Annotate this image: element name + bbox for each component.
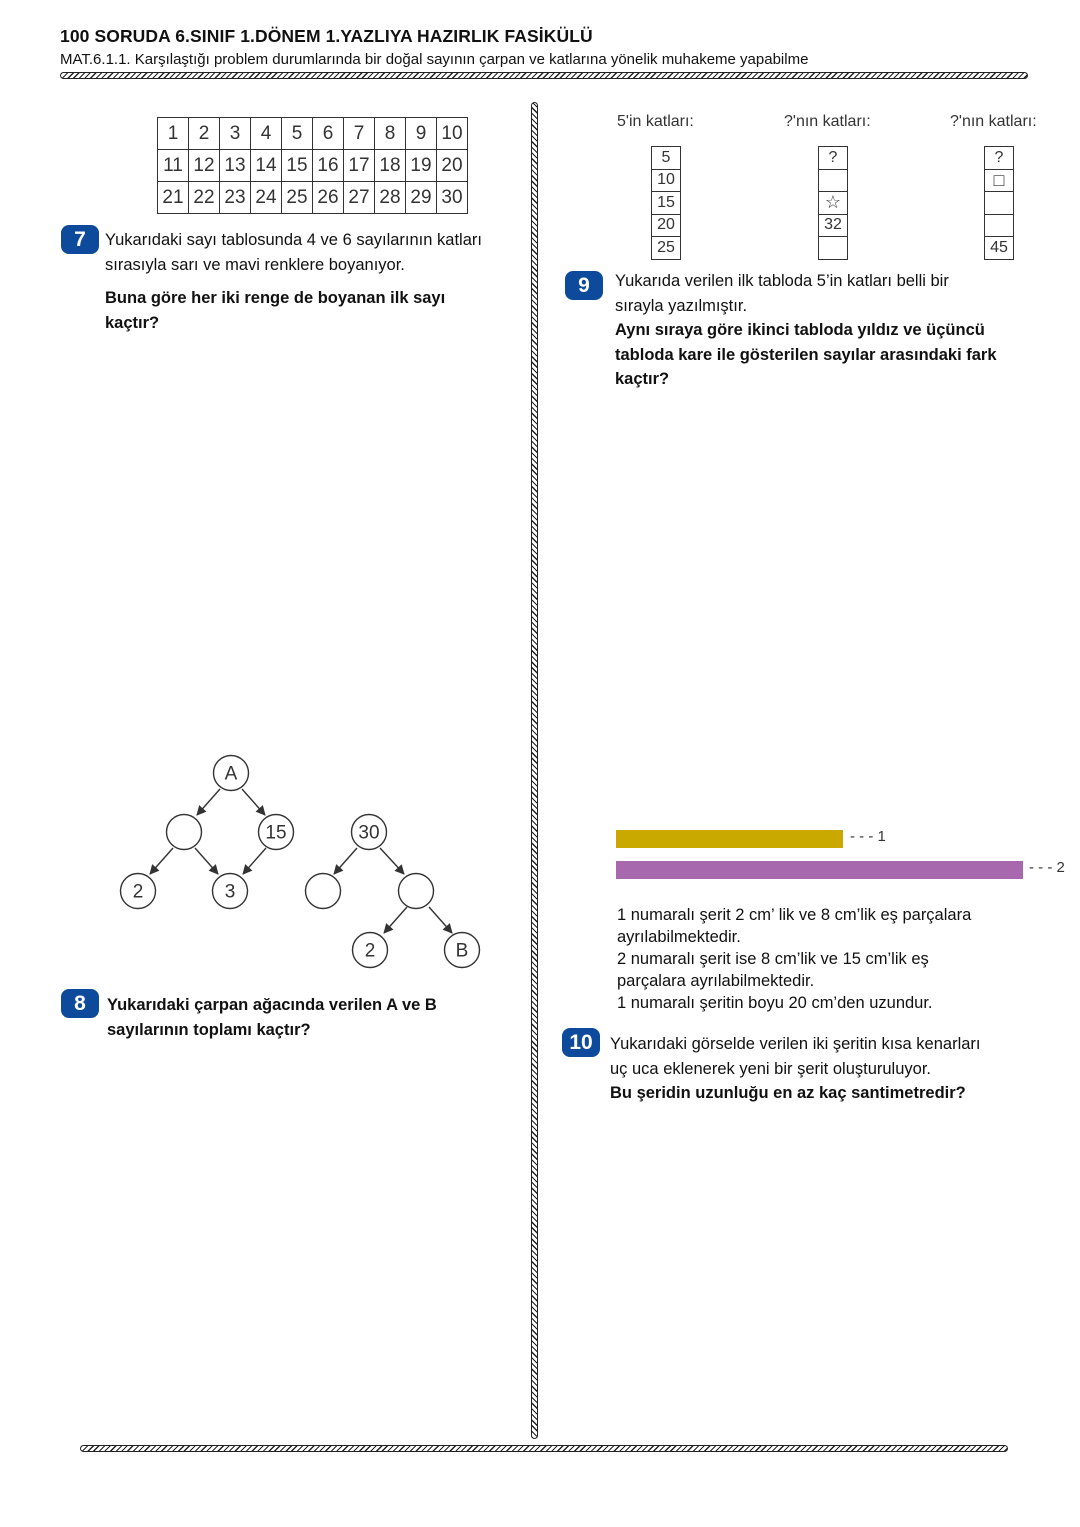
tree-label-2: 2: [132, 881, 144, 903]
grid-cell: 2: [189, 118, 220, 150]
number-grid: [157, 117, 468, 214]
square-icon: □: [985, 169, 1014, 192]
multiples-column-1: [651, 146, 681, 260]
grid-row: [158, 150, 468, 182]
grid-cell: 5: [282, 118, 313, 150]
column-divider: [531, 102, 538, 1439]
grid-cell: 16: [313, 150, 344, 182]
grid-cell: 8: [375, 118, 406, 150]
grid-cell: 20: [437, 150, 468, 182]
column-cell: 32: [819, 214, 848, 237]
question-7-text: [105, 228, 530, 335]
star-icon: ☆: [819, 192, 848, 215]
info-line: 1 numaralı şerit 2 cm’ lik ve 8 cm’lik eş parçalara: [617, 906, 972, 924]
question-number-7: 7: [61, 225, 99, 254]
column-cell: [819, 237, 848, 260]
info-line: ayrılabilmektedir.: [617, 928, 741, 946]
tree-node-empty: [306, 874, 341, 909]
question-10-line: uç uca eklenerek yeni bir şerit oluşturuluyor.: [610, 1059, 931, 1078]
question-7-line: sırasıyla sarı ve mavi renklere boyanıyor.: [105, 255, 405, 274]
grid-cell: 6: [313, 118, 344, 150]
tree-label-30: 30: [358, 822, 380, 844]
strip-1-label: - - - 1: [850, 828, 886, 845]
grid-cell: 13: [220, 150, 251, 182]
question-8-text: [107, 993, 527, 1042]
grid-cell: 3: [220, 118, 251, 150]
grid-cell: 4: [251, 118, 282, 150]
info-line: 1 numaralı şeritin boyu 20 cm’den uzundur.: [617, 994, 933, 1012]
grid-cell: 28: [375, 182, 406, 214]
grid-cell: 12: [189, 150, 220, 182]
grid-cell: 18: [375, 150, 406, 182]
strip-2: [616, 861, 1023, 879]
column-cell: 15: [652, 192, 681, 215]
grid-cell: 23: [220, 182, 251, 214]
tree-node-empty: [399, 874, 434, 909]
tree-label-a: A: [224, 763, 238, 785]
grid-cell: 11: [158, 150, 189, 182]
grid-cell: 1: [158, 118, 189, 150]
grid-cell: 25: [282, 182, 313, 214]
info-line: 2 numaralı şerit ise 8 cm’lik ve 15 cm’lik eş: [617, 950, 929, 968]
question-9-prompt: Aynı sıraya göre ikinci tabloda yıldız ve üçüncü: [615, 321, 985, 339]
grid-cell: 29: [406, 182, 437, 214]
grid-cell: 30: [437, 182, 468, 214]
column-cell: 25: [652, 237, 681, 260]
column-cell: 45: [985, 237, 1014, 260]
grid-cell: 27: [344, 182, 375, 214]
grid-row: [158, 118, 468, 150]
grid-cell: 15: [282, 150, 313, 182]
footer-divider: [80, 1445, 1008, 1452]
question-9-line: Yukarıda verilen ilk tabloda 5’in katları belli bir: [615, 272, 949, 290]
tree-label-15: 15: [265, 822, 287, 844]
question-8-prompt: sayılarının toplamı kaçtır?: [107, 1020, 311, 1039]
grid-cell: 9: [406, 118, 437, 150]
grid-cell: 21: [158, 182, 189, 214]
question-10-text: [610, 1032, 1060, 1106]
column-cell: ?: [819, 147, 848, 170]
grid-cell: 7: [344, 118, 375, 150]
header-divider: [60, 72, 1028, 79]
page-title: 100 SORUDA 6.SINIF 1.DÖNEM 1.YAZLIYA HAZIRLIK FASİKÜLÜ: [60, 26, 593, 46]
tree-node-empty: [167, 815, 202, 850]
question-8-prompt: Yukarıdaki çarpan ağacında verilen A ve B: [107, 996, 437, 1014]
question-10-line: Yukarıdaki görselde verilen iki şeritin kısa kenarları: [610, 1035, 981, 1053]
question-number-9: 9: [565, 271, 603, 300]
grid-cell: 17: [344, 150, 375, 182]
column-cell: 10: [652, 169, 681, 192]
question-9-prompt: kaçtır?: [615, 370, 670, 388]
question-7-line: Yukarıdaki sayı tablosunda 4 ve 6 sayılarının katları: [105, 231, 482, 249]
info-line: parçalara ayrılabilmektedir.: [617, 972, 815, 990]
unknown-multiples-title: ?'nın katları:: [950, 113, 1037, 130]
question-7-prompt: kaçtır?: [105, 313, 160, 332]
column-cell: ?: [985, 147, 1014, 170]
question-10-prompt: Bu şeridin uzunluğu en az kaç santimetredir?: [610, 1084, 966, 1102]
grid-cell: 24: [251, 182, 282, 214]
grid-cell: 14: [251, 150, 282, 182]
grid-row: [158, 182, 468, 214]
column-cell: [819, 169, 848, 192]
tree-label-b: B: [455, 940, 469, 962]
grid-cell: 19: [406, 150, 437, 182]
tree-label-2: 2: [364, 940, 376, 962]
column-cell: [985, 192, 1014, 215]
question-9-prompt: tabloda kare ile gösterilen sayılar arasındaki fark: [615, 345, 997, 364]
multiples-column-3: [984, 146, 1014, 260]
question-number-8: 8: [61, 989, 99, 1018]
grid-cell: 26: [313, 182, 344, 214]
grid-cell: 22: [189, 182, 220, 214]
question-9-line: sırayla yazılmıştır.: [615, 296, 748, 315]
multiples-of-5-title: 5'in katları:: [617, 113, 694, 130]
column-cell: [985, 214, 1014, 237]
multiples-column-2: [818, 146, 848, 260]
grid-cell: 10: [437, 118, 468, 150]
page-subtitle: MAT.6.1.1. Karşılaştığı problem durumlarında bir doğal sayının çarpan ve katlarına yönelik muhakeme yapabilme: [60, 51, 809, 68]
question-9-text: [615, 269, 1065, 392]
tree-label-3: 3: [224, 881, 236, 903]
strip-1: [616, 830, 843, 848]
question-7-prompt: Buna göre her iki renge de boyanan ilk sayı: [105, 289, 446, 307]
question-10-info: [617, 904, 1047, 1014]
strip-2-label: - - - 2: [1029, 859, 1065, 876]
column-cell: 20: [652, 214, 681, 237]
unknown-multiples-title: ?'nın katları:: [784, 113, 871, 130]
question-number-10: 10: [562, 1028, 600, 1057]
column-cell: 5: [652, 147, 681, 170]
factor-tree: [110, 748, 500, 978]
